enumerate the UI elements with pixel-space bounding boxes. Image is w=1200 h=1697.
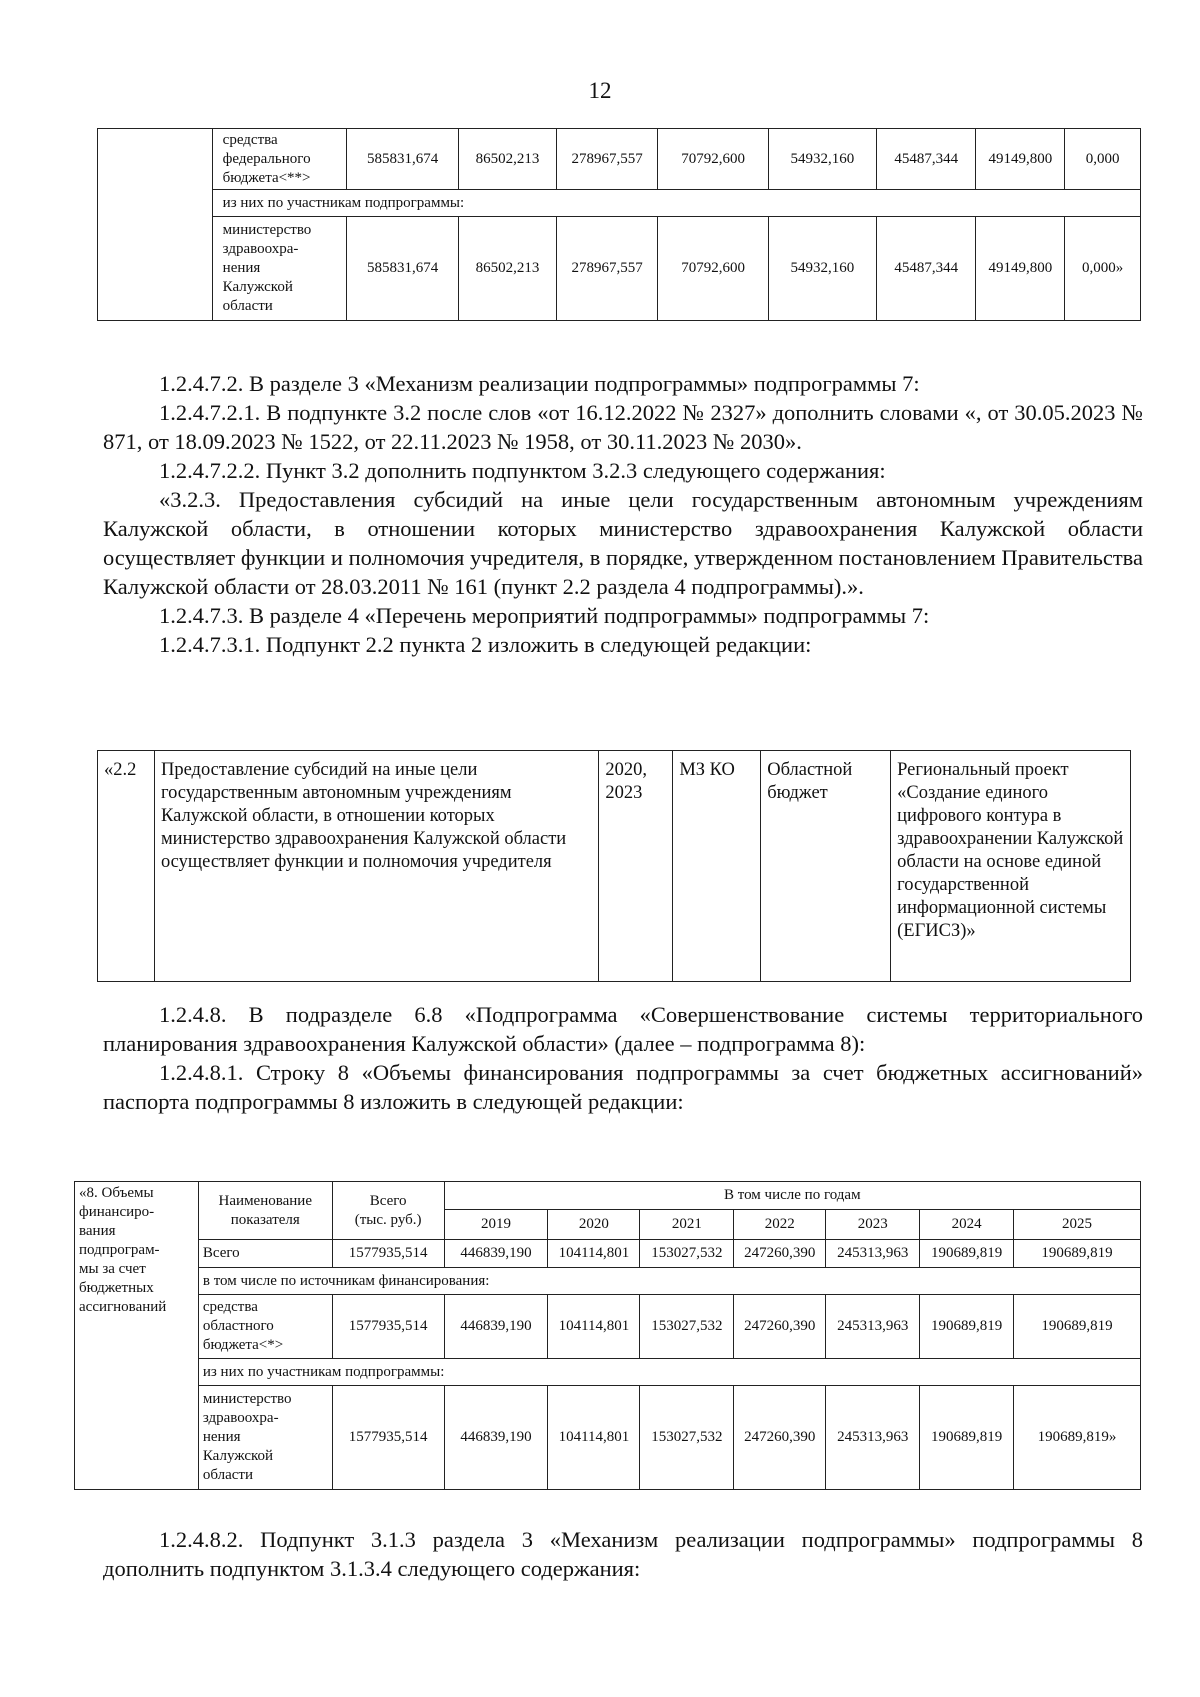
year-header: 2025 — [1014, 1210, 1141, 1240]
measure-years: 2020, 2023 — [599, 751, 673, 982]
measure-number: «2.2 — [98, 751, 155, 982]
value-cell: 247260,390 — [734, 1386, 826, 1490]
value-cell: 104114,801 — [548, 1386, 640, 1490]
measure-description: Предоставление субсидий на иные цели государственным автономным учреждениям Калужской области, в отношении которых министерство здравоохранения Калужской области осуществляет функции и полномочия учредителя — [154, 751, 598, 982]
sources-caption: в том числе по источникам финансирования: — [198, 1268, 1140, 1295]
value-cell: 446839,190 — [444, 1240, 548, 1268]
paragraph: 1.2.4.8.2. Подпункт 3.1.3 раздела 3 «Механизм реализации подпрограммы» подпрограммы 8 дополнить подпунктом 3.1.3.4 следующего содержания: — [103, 1527, 1143, 1581]
row-label: средства областного бюджета<*> — [198, 1295, 332, 1359]
value-cell: 0,000 — [1065, 129, 1141, 190]
amendment-text-block-2 — [103, 1000, 1143, 1116]
table-row — [98, 217, 1141, 321]
paragraph: «3.2.3. Предоставления субсидий на иные цели государственным автономным учреждениям Калужской области, в отношении которых министерство здравоохранения Калужской области осуществляет функции и полномочия учредителя, в порядке, утвержденном постановлением Правительства Калужской области от 28.03.2011 № 161 (пункт 2.2 раздела 4 подпрограммы).». — [103, 487, 1143, 599]
year-header: 2019 — [444, 1210, 548, 1240]
participants-caption: из них по участникам подпрограммы: — [198, 1359, 1140, 1386]
table-row — [98, 129, 1141, 190]
value-cell: 585831,674 — [346, 129, 459, 190]
row-label: министерство здравоохра- нения Калужской области — [212, 217, 346, 321]
value-cell: 190689,819 — [920, 1240, 1014, 1268]
measure-executor: МЗ КО — [673, 751, 761, 982]
paragraph: 1.2.4.7.3. В разделе 4 «Перечень мероприятий подпрограммы» подпрограммы 7: — [159, 603, 930, 628]
value-cell: 86502,213 — [459, 129, 556, 190]
paragraph: 1.2.4.7.2. В разделе 3 «Механизм реализации подпрограммы» подпрограммы 7: — [159, 371, 920, 396]
table-header-row — [75, 1182, 1141, 1210]
financing-table-subprogram-8 — [74, 1181, 1141, 1490]
value-cell: 0,000» — [1065, 217, 1141, 321]
measure-table — [97, 750, 1131, 982]
measure-project: Региональный проект «Создание единого цифрового контура в здравоохранении Калужской области на основе единой государственной информационной системы (ЕГИСЗ)» — [891, 751, 1131, 982]
value-cell: 1577935,514 — [332, 1295, 444, 1359]
value-cell: 45487,344 — [876, 129, 976, 190]
table-row — [98, 190, 1141, 217]
row-label: Всего — [198, 1240, 332, 1268]
value-cell: 54932,160 — [768, 129, 876, 190]
value-cell: 585831,674 — [346, 217, 459, 321]
value-cell: 278967,557 — [556, 129, 658, 190]
row-title: «8. Объемы финансиро- вания подпрограм- мы за счет бюджетных ассигнований — [75, 1182, 199, 1490]
value-cell: 104114,801 — [548, 1295, 640, 1359]
value-cell: 1577935,514 — [332, 1240, 444, 1268]
table-row — [75, 1295, 1141, 1359]
year-header: 2021 — [640, 1210, 734, 1240]
value-cell: 190689,819» — [1014, 1386, 1141, 1490]
value-cell: 153027,532 — [640, 1386, 734, 1490]
value-cell: 54932,160 — [768, 217, 876, 321]
empty-cell — [98, 129, 213, 321]
value-cell: 104114,801 — [548, 1240, 640, 1268]
value-cell: 70792,600 — [658, 217, 768, 321]
value-cell: 446839,190 — [444, 1295, 548, 1359]
paragraph: 1.2.4.7.2.2. Пункт 3.2 дополнить подпунктом 3.2.3 следующего содержания: — [159, 458, 886, 483]
amendment-text-block-3 — [103, 1525, 1143, 1583]
value-cell: 1577935,514 — [332, 1386, 444, 1490]
value-cell: 49149,800 — [976, 129, 1065, 190]
row-label: средства федерального бюджета<**> — [212, 129, 346, 190]
year-header: 2022 — [734, 1210, 826, 1240]
paragraph: 1.2.4.8.1. Строку 8 «Объемы финансирования подпрограммы за счет бюджетных ассигнований» паспорта подпрограммы 8 изложить в следующей редакции: — [103, 1060, 1143, 1114]
value-cell: 247260,390 — [734, 1240, 826, 1268]
value-cell: 153027,532 — [640, 1240, 734, 1268]
year-header: 2020 — [548, 1210, 640, 1240]
header-years-caption: В том числе по годам — [444, 1182, 1140, 1210]
value-cell: 446839,190 — [444, 1386, 548, 1490]
paragraph: 1.2.4.7.2.1. В подпункте 3.2 после слов «от 16.12.2022 № 2327» дополнить словами «, от 30.05.2023 № 871, от 18.09.2023 № 1522, от 22.11.2023 № 1958, от 30.11.2023 № 2030». — [103, 400, 1143, 454]
value-cell: 70792,600 — [658, 129, 768, 190]
page-number: 12 — [588, 78, 612, 103]
amendment-text-block-1 — [103, 369, 1143, 659]
value-cell: 190689,819 — [920, 1295, 1014, 1359]
table-row — [75, 1359, 1141, 1386]
value-cell: 190689,819 — [920, 1386, 1014, 1490]
header-name: Наименование показателя — [198, 1182, 332, 1240]
table-row — [75, 1268, 1141, 1295]
row-label: министерство здравоохра- нения Калужской области — [198, 1386, 332, 1490]
year-header: 2023 — [826, 1210, 920, 1240]
value-cell: 190689,819 — [1014, 1240, 1141, 1268]
table-row — [98, 751, 1131, 982]
value-cell: 245313,963 — [826, 1240, 920, 1268]
paragraph: 1.2.4.8. В подразделе 6.8 «Подпрограмма «Совершенствование системы территориального планирования здравоохранения Калужской области» (далее – подпрограмма 8): — [103, 1002, 1143, 1056]
value-cell: 86502,213 — [459, 217, 556, 321]
participants-caption: из них по участникам подпрограммы: — [212, 190, 1140, 217]
table-row — [75, 1240, 1141, 1268]
value-cell: 45487,344 — [876, 217, 976, 321]
value-cell: 190689,819 — [1014, 1295, 1141, 1359]
value-cell: 245313,963 — [826, 1295, 920, 1359]
value-cell: 278967,557 — [556, 217, 658, 321]
value-cell: 49149,800 — [976, 217, 1065, 321]
year-header: 2024 — [920, 1210, 1014, 1240]
financing-table-continuation — [97, 128, 1141, 321]
value-cell: 153027,532 — [640, 1295, 734, 1359]
measure-source: Областной бюджет — [761, 751, 891, 982]
value-cell: 247260,390 — [734, 1295, 826, 1359]
paragraph: 1.2.4.7.3.1. Подпункт 2.2 пункта 2 изложить в следующей редакции: — [159, 632, 812, 657]
header-total: Всего (тыс. руб.) — [332, 1182, 444, 1240]
value-cell: 245313,963 — [826, 1386, 920, 1490]
table-row — [75, 1386, 1141, 1490]
